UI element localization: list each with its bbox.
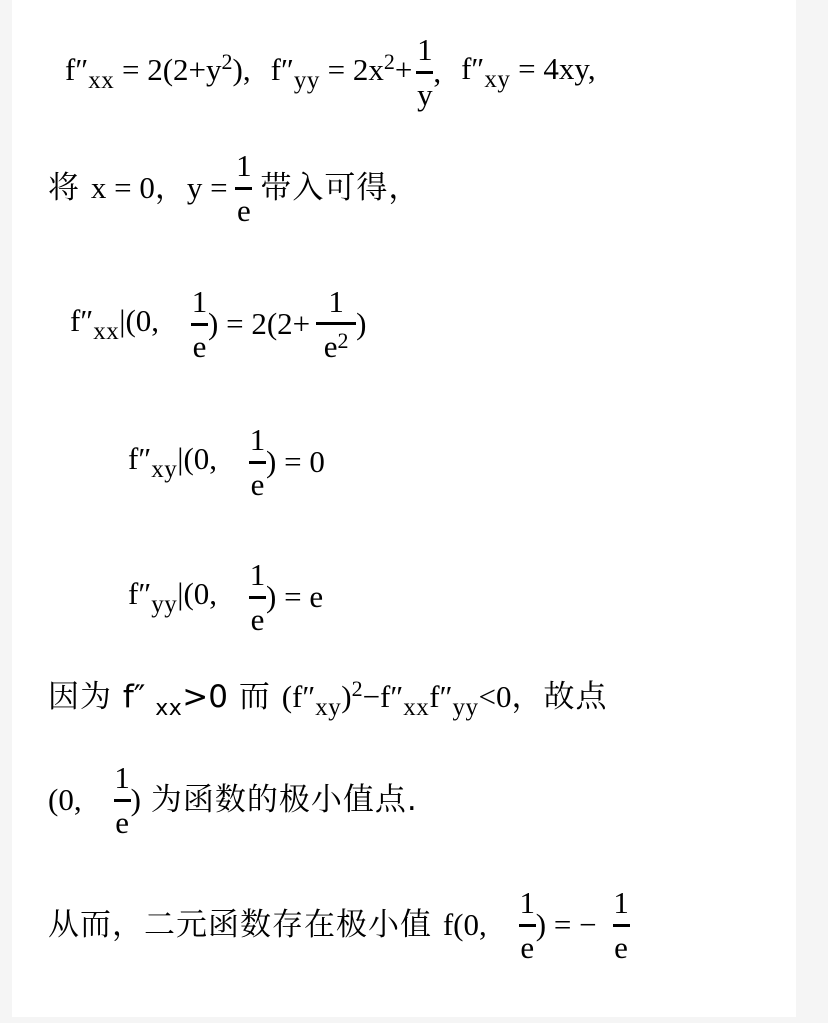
spacer (159, 324, 191, 325)
substitution-statement (48, 140, 420, 236)
text-segment: f″ (128, 575, 152, 611)
spacer (141, 800, 151, 801)
text-segment: f″ (429, 678, 453, 714)
formula-fxx-at-point (70, 262, 366, 386)
fraction-numerator: 1 (249, 422, 266, 458)
text-segment: |(0, (177, 575, 218, 611)
fraction-numerator: 1 (114, 760, 130, 796)
text-segment: −f″ (362, 678, 404, 714)
subscript: xx (93, 317, 120, 345)
text-segment: ) (341, 678, 352, 714)
text-segment: ) (356, 306, 367, 342)
fraction-denominator: e (250, 601, 265, 637)
text-run (65, 49, 251, 96)
text-segment: f(0, (442, 906, 487, 942)
text-segment: f″ (270, 51, 294, 87)
subscript: xx (155, 695, 183, 721)
text-run (48, 676, 608, 723)
text-segment: ) = 2(2+ (208, 306, 311, 342)
text-run (208, 305, 310, 342)
fraction-numerator: 1 (417, 32, 433, 68)
text-segment: f″ (122, 678, 156, 715)
text-segment: 带入可得， (260, 169, 421, 206)
superscript: 2 (351, 675, 363, 701)
text-run (271, 49, 413, 96)
fraction-bar (316, 322, 356, 325)
text-segment: 从而，二元函数存在极小值 (48, 906, 443, 943)
subscript: yy (452, 693, 479, 721)
text-segment: 而 (227, 678, 282, 715)
fraction-denominator: y (417, 76, 433, 112)
text-segment: |(0, (177, 440, 218, 476)
text-segment: ， (154, 169, 187, 206)
text-run (266, 443, 325, 480)
text-segment: >0 (182, 678, 228, 715)
fraction-numerator: 1 (613, 885, 629, 921)
text-segment: y = (186, 169, 236, 205)
text-segment: f″ (461, 50, 485, 86)
text-run (131, 781, 141, 818)
fraction-bar (519, 924, 536, 927)
text-segment: ), (232, 51, 251, 87)
subscript: xy (151, 455, 178, 483)
spacer (217, 597, 249, 598)
superscript: 2 (383, 48, 395, 74)
text-segment: ) = − (535, 907, 597, 943)
fraction (519, 886, 536, 964)
spacer (82, 800, 114, 801)
text-segment: 为函数的极小值点. (150, 781, 418, 818)
text-run (151, 781, 418, 819)
fraction (316, 285, 356, 364)
text-run (266, 578, 323, 615)
fraction (114, 761, 131, 839)
fraction (613, 886, 630, 964)
conclusion-statement (48, 872, 630, 978)
text-segment: ) = e (266, 579, 324, 615)
text-segment: + (394, 51, 413, 87)
superscript: 2 (221, 48, 233, 74)
formula-fyy-at-point (128, 549, 323, 645)
text-run (260, 169, 420, 207)
fraction-numerator: 1 (236, 148, 252, 184)
text-segment: (f″ (281, 678, 316, 714)
spacer (251, 72, 271, 73)
formula-fxy-at-point (128, 414, 325, 510)
fraction-denominator: e (236, 192, 251, 228)
fraction-bar (114, 799, 131, 802)
minimum-point-statement (48, 750, 418, 850)
reasoning-statement (48, 672, 608, 726)
text-run (356, 305, 366, 342)
superscript: 2 (337, 328, 349, 353)
text-run (128, 575, 217, 620)
text-segment: |(0, (119, 302, 160, 338)
spacer (441, 72, 461, 73)
fraction (416, 33, 433, 111)
text-segment: <0 (478, 678, 512, 714)
text-segment: f″ (128, 440, 152, 476)
text-run (536, 906, 597, 943)
text-segment: x = 0 (90, 169, 155, 205)
fraction-denominator: e (115, 804, 129, 840)
fraction-bar (249, 596, 266, 599)
text-segment: (0, (48, 782, 82, 818)
fraction-numerator: 1 (249, 557, 266, 593)
text-run (48, 906, 487, 944)
page-content-card (12, 0, 796, 1017)
text-run (48, 169, 235, 207)
text-segment: ，故点 (511, 678, 608, 715)
fraction (235, 149, 252, 227)
text-segment: = 2(2+y (114, 51, 222, 87)
text-segment: f″ (65, 51, 89, 87)
formula-second-derivatives (65, 24, 596, 120)
text-segment: ) (130, 782, 141, 818)
fraction-bar (613, 924, 630, 927)
fraction-bar (249, 461, 266, 464)
text-run (48, 781, 82, 818)
fraction (249, 558, 266, 636)
fraction (191, 285, 208, 363)
fraction-denominator: e (192, 328, 207, 364)
subscript: xx (403, 693, 430, 721)
text-segment: = 4xy, (510, 50, 596, 86)
text-run (128, 440, 217, 485)
subscript: yy (293, 66, 320, 94)
fraction-bar (416, 71, 433, 74)
text-segment: ) = 0 (266, 444, 325, 480)
subscript: xy (315, 693, 342, 721)
text-run (70, 302, 159, 347)
spacer (217, 462, 249, 463)
text-segment: 将 (48, 169, 91, 206)
spacer (252, 188, 260, 189)
fraction (249, 423, 266, 501)
spacer (487, 925, 519, 926)
fraction-denominator: $e^2$ (323, 328, 349, 364)
spacer (597, 925, 613, 926)
fraction-bar (235, 187, 252, 190)
fraction-bar (191, 323, 208, 326)
text-segment: 因为 (48, 678, 123, 715)
text-run (461, 50, 595, 95)
fraction-numerator: 1 (191, 284, 208, 320)
fraction-numerator: 1 (328, 283, 344, 319)
fraction-denominator: e (614, 929, 628, 965)
fraction-denominator: e (250, 466, 265, 502)
subscript: xx (88, 66, 115, 94)
text-run (433, 53, 441, 90)
fraction-numerator: 1 (519, 885, 536, 921)
text-segment: = 2x (319, 51, 384, 87)
text-segment: , (433, 54, 442, 90)
fraction-denominator: e (520, 929, 535, 965)
subscript: yy (151, 590, 178, 618)
subscript: xy (484, 65, 511, 93)
text-segment: f″ (70, 302, 94, 338)
